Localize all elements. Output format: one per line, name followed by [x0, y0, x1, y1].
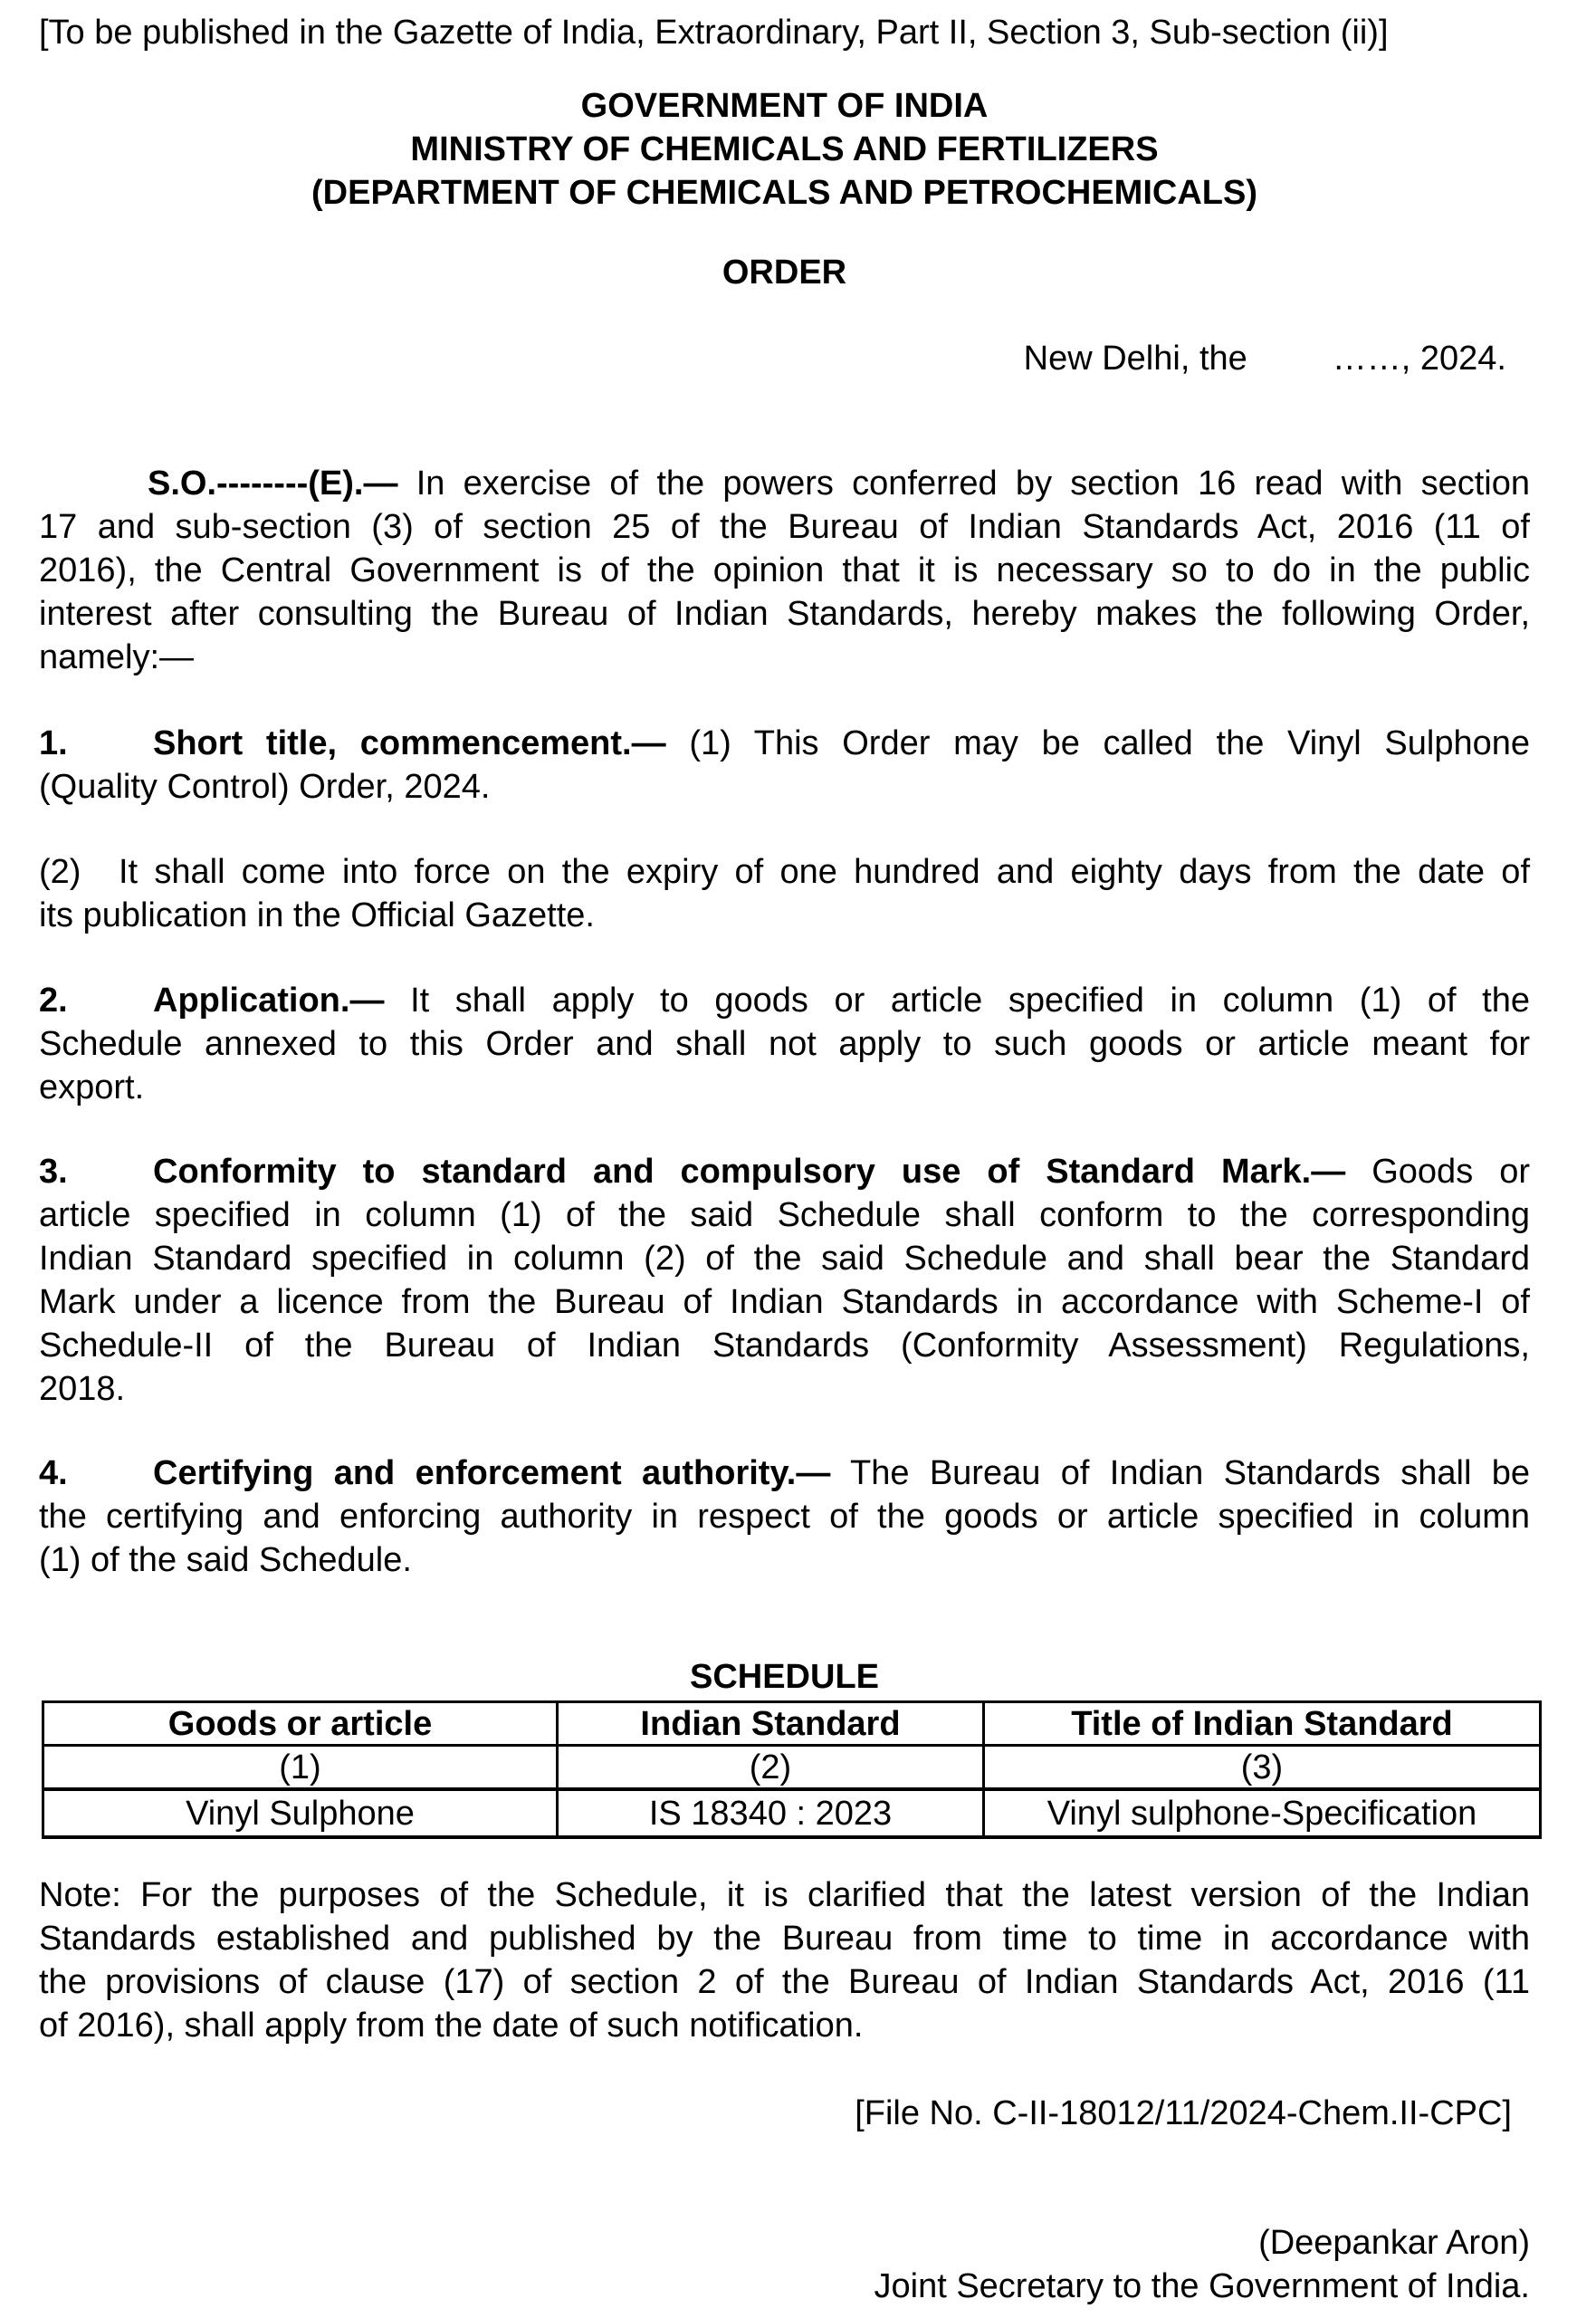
note-line-1: Note: For the purposes of the Schedule, it is clarified that the latest version of the Indian: [39, 1876, 1530, 1914]
so-number-lead: S.O.--------(E).—: [148, 465, 398, 503]
section-4-line-2: the certifying and enforcing authority in respect of the goods or article specified in column: [39, 1498, 1530, 1536]
note-line-4: of 2016), shall apply from the date of such notification.: [39, 2007, 864, 2045]
letterhead-department: (DEPARTMENT OF CHEMICALS AND PETROCHEMICALS): [311, 174, 1257, 212]
schedule-table: [42, 1700, 1542, 1839]
section-4-heading: Certifying and enforcement authority.—: [153, 1454, 831, 1492]
dateline: [39, 337, 1530, 380]
section-1-sub-2-line-1-text: It shall come into force on the expiry of one hundred and eighty days from the date of: [119, 853, 1530, 891]
section-4-line-1: [39, 1451, 1530, 1495]
section-3-number: 3.: [39, 1153, 68, 1191]
signature-block: [39, 2221, 1530, 2308]
schedule-cell-goods: Vinyl Sulphone: [43, 1789, 558, 1837]
so-line-4: interest after consulting the Bureau of Indian Standards, hereby makes the following Order,: [39, 595, 1530, 633]
section-1-sub-2-paragraph: [39, 850, 1530, 937]
schedule-header-standard: Indian Standard: [558, 1702, 984, 1746]
section-4-line-1-text: The Bureau of Indian Standards shall be: [850, 1454, 1531, 1492]
so-line-1: [39, 462, 1530, 505]
section-1-sub-2-line-2: its publication in the Official Gazette.: [39, 896, 595, 934]
section-3-line-2: article specified in column (1) of the said Schedule shall conform to the corresponding: [39, 1196, 1530, 1234]
section-3-line-6: 2018.: [39, 1370, 126, 1408]
so-line-3: 2016), the Central Government is of the opinion that it is necessary so to do in the public: [39, 551, 1530, 589]
so-line-5: namely:—: [39, 638, 195, 676]
letterhead-government: GOVERNMENT OF INDIA: [580, 87, 989, 125]
dateline-place: New Delhi, the: [1023, 340, 1247, 378]
section-3-line-1: [39, 1150, 1530, 1193]
letterhead-ministry: MINISTRY OF CHEMICALS AND FERTILIZERS: [410, 130, 1159, 168]
section-1-paragraph: [39, 722, 1530, 809]
schedule-column-number-2: (2): [558, 1746, 984, 1790]
schedule-header-row: [43, 1702, 1541, 1746]
note-paragraph: [39, 1873, 1530, 2047]
section-1-sub-2-number: (2): [39, 853, 81, 891]
section-1-line-2: (Quality Control) Order, 2024.: [39, 768, 491, 806]
section-4-line-3: (1) of the said Schedule.: [39, 1541, 412, 1579]
publication-line: [To be published in the Gazette of India, Extraordinary, Part II, Section 3, Sub-section (ii)]: [39, 14, 1389, 52]
schedule-column-number-3: (3): [984, 1746, 1541, 1790]
section-3-heading: Conformity to standard and compulsory use of Standard Mark.—: [153, 1153, 1346, 1191]
section-2-line-1: [39, 979, 1530, 1022]
so-paragraph: [39, 462, 1530, 679]
note-line-2: Standards established and published by the Bureau from time to time in accordance with: [39, 1920, 1530, 1958]
section-3-line-5: Schedule-II of the Bureau of Indian Standards (Conformity Assessment) Regulations,: [39, 1327, 1530, 1365]
dateline-date: ……, 2024.: [1332, 340, 1506, 378]
section-4-paragraph: [39, 1451, 1530, 1582]
letterhead: [39, 84, 1530, 215]
section-1-number: 1.: [39, 724, 68, 762]
section-2-line-2: Schedule annexed to this Order and shall not apply to such goods or article meant for: [39, 1025, 1530, 1063]
schedule-column-number-1: (1): [43, 1746, 558, 1790]
section-3-line-3: Indian Standard specified in column (2) of the said Schedule and shall bear the Standard: [39, 1240, 1530, 1278]
section-2-line-1-text: It shall apply to goods or article specified in column (1) of the: [410, 982, 1530, 1020]
section-3-line-1-text: Goods or: [1371, 1153, 1530, 1191]
schedule-title: SCHEDULE: [689, 1658, 880, 1696]
file-number-line: [File No. C-II-18012/11/2024-Chem.II-CPC]: [855, 2094, 1512, 2132]
schedule-cell-standard: IS 18340 : 2023: [558, 1789, 984, 1837]
section-1-line-1-text: (1) This Order may be called the Vinyl Sulphone: [689, 724, 1531, 762]
note-line-3: the provisions of clause (17) of section 2 of the Bureau of Indian Standards Act, 2016 (11: [39, 1963, 1530, 2001]
section-1-line-1: [39, 722, 1530, 765]
section-4-number: 4.: [39, 1454, 68, 1492]
order-heading: ORDER: [722, 254, 847, 292]
section-2-line-3: export.: [39, 1068, 145, 1106]
so-line-2: 17 and sub-section (3) of section 25 of the Bureau of Indian Standards Act, 2016 (11 of: [39, 508, 1530, 546]
section-1-sub-2-line-1: [39, 850, 1530, 894]
so-line-1-text: In exercise of the powers conferred by section 16 read with section: [416, 465, 1530, 503]
section-2-paragraph: [39, 979, 1530, 1109]
section-3-paragraph: [39, 1150, 1530, 1411]
section-2-heading: Application.—: [153, 982, 385, 1020]
signatory-designation: Joint Secretary to the Government of India.: [874, 2267, 1530, 2305]
section-3-line-4: Mark under a licence from the Bureau of Indian Standards in accordance with Scheme-I of: [39, 1283, 1530, 1321]
schedule-cell-title: Vinyl sulphone-Specification: [984, 1789, 1541, 1837]
section-1-heading: Short title, commencement.—: [153, 724, 666, 762]
schedule-header-title: Title of Indian Standard: [984, 1702, 1541, 1746]
schedule-header-goods: Goods or article: [43, 1702, 558, 1746]
section-2-number: 2.: [39, 982, 68, 1020]
schedule-data-row: [43, 1789, 1541, 1837]
schedule-column-number-row: [43, 1746, 1541, 1790]
signatory-name: (Deepankar Aron): [1258, 2224, 1530, 2262]
